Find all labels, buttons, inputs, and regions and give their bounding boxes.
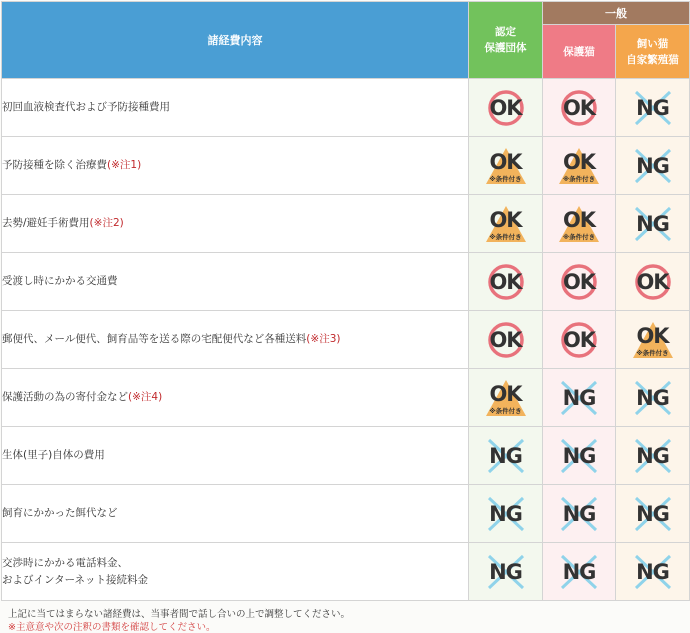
mark-label: OK: [489, 207, 522, 232]
cell-pet: [616, 485, 690, 543]
mark-label: NG: [636, 211, 669, 236]
row-label: 郵便代、メール便代、飼育品等を送る際の宅配便代など各種送料: [2, 333, 307, 345]
ng-cross-icon: [627, 434, 679, 478]
mark-label: OK: [562, 207, 596, 232]
condition-note: ※条件付き: [636, 348, 669, 357]
row-note: (※注4): [128, 391, 163, 403]
cell-certified: [469, 79, 543, 137]
header-shelter: 保護猫: [543, 25, 616, 79]
header-pet: [616, 25, 690, 79]
mark-label: NG: [489, 559, 522, 584]
mark-label: OK: [562, 95, 596, 120]
mark-label: NG: [562, 559, 596, 584]
cell-pet: [616, 195, 690, 253]
ok-circle-icon: [553, 318, 605, 362]
row-label-cell: [2, 311, 469, 369]
cell-certified: [469, 427, 543, 485]
mark-label: NG: [489, 443, 522, 468]
cell-shelter: [543, 253, 616, 311]
cell-pet: [616, 137, 690, 195]
row-label-cell: [2, 79, 469, 137]
ok-conditional-icon: [553, 144, 605, 188]
ok-conditional-icon: [553, 202, 605, 246]
mark-label: OK: [489, 269, 522, 294]
ok-conditional-icon: [627, 318, 679, 362]
table-row: [2, 253, 690, 311]
mark-label: NG: [636, 501, 669, 526]
condition-note: ※条件付き: [489, 174, 522, 183]
cell-shelter: [543, 427, 616, 485]
ng-cross-icon: [627, 86, 679, 130]
header-certified-line1: 認定: [495, 26, 516, 38]
cell-shelter: [543, 369, 616, 427]
row-label-cell: [2, 137, 469, 195]
row-label: 初回血液検査代および予防接種費用: [2, 101, 170, 113]
cell-pet: [616, 311, 690, 369]
mark-label: OK: [562, 327, 596, 352]
condition-note: ※条件付き: [489, 232, 522, 241]
table-row: [2, 311, 690, 369]
row-label-cell: [2, 485, 469, 543]
mark-label: NG: [636, 559, 669, 584]
cell-shelter: [543, 79, 616, 137]
mark-label: NG: [636, 385, 669, 410]
footer-note: 上記に当てはまらない諸経費は、当事者間で話し合いの上で調整してください。: [8, 609, 351, 620]
row-note: (※注3): [306, 333, 341, 345]
table-row: [2, 137, 690, 195]
cell-pet: [616, 79, 690, 137]
cell-shelter: [543, 543, 616, 601]
row-label-cell: [2, 195, 469, 253]
mark-label: NG: [562, 443, 596, 468]
ok-circle-icon: [480, 318, 532, 362]
cell-certified: [469, 137, 543, 195]
mark-label: NG: [562, 385, 596, 410]
header-pet-line1: 飼い猫: [636, 37, 669, 50]
mark-label: NG: [636, 95, 669, 120]
header-certified: [469, 2, 543, 79]
ok-conditional-icon: [480, 144, 532, 188]
row-label: 生体(里子)自体の費用: [2, 449, 105, 461]
cell-certified: [469, 543, 543, 601]
ok-conditional-icon: [480, 376, 532, 420]
row-label-cell: [2, 369, 469, 427]
ng-cross-icon: [553, 492, 605, 536]
ok-circle-icon: [553, 260, 605, 304]
row-label: 保護活動の為の寄付金など: [2, 391, 128, 403]
cell-pet: [616, 253, 690, 311]
ok-circle-icon: [627, 260, 679, 304]
row-label: 交渉時にかかる電話料金、: [2, 556, 128, 569]
cell-shelter: [543, 485, 616, 543]
ok-circle-icon: [553, 86, 605, 130]
mark-label: OK: [562, 269, 596, 294]
ok-conditional-icon: [480, 202, 532, 246]
ng-cross-icon: [627, 492, 679, 536]
header-certified-line2: 保護団体: [484, 42, 527, 54]
ng-cross-icon: [553, 434, 605, 478]
ok-circle-icon: [480, 260, 532, 304]
mark-label: OK: [562, 149, 596, 174]
row-label-cell: [2, 543, 469, 601]
ng-cross-icon: [553, 376, 605, 420]
row-label-line2: およびインターネット接続料金: [2, 573, 149, 586]
header-item: 諸経費内容: [2, 2, 469, 79]
ng-cross-icon: [480, 550, 532, 594]
table-row: [2, 369, 690, 427]
ok-circle-icon: [480, 86, 532, 130]
header-pet-line2: 自家繁殖猫: [626, 53, 679, 66]
cell-pet: [616, 369, 690, 427]
mark-label: OK: [489, 95, 522, 120]
mark-label: OK: [636, 269, 669, 294]
mark-label: NG: [636, 153, 669, 178]
ng-cross-icon: [627, 144, 679, 188]
table-row: [2, 195, 690, 253]
mark-label: OK: [489, 381, 522, 406]
cell-pet: [616, 427, 690, 485]
condition-note: ※条件付き: [562, 232, 596, 241]
mark-label: OK: [489, 149, 522, 174]
mark-label: NG: [636, 443, 669, 468]
ng-cross-icon: [480, 434, 532, 478]
cell-shelter: [543, 137, 616, 195]
table-row: [2, 485, 690, 543]
table-row: [2, 427, 690, 485]
cell-shelter: [543, 195, 616, 253]
condition-note: ※条件付き: [489, 406, 522, 415]
cell-certified: [469, 253, 543, 311]
cell-certified: [469, 311, 543, 369]
cell-certified: [469, 195, 543, 253]
ng-cross-icon: [627, 202, 679, 246]
row-label: 去勢/避妊手術費用: [2, 217, 90, 229]
row-label: 飼育にかかった餌代など: [2, 507, 118, 519]
ng-cross-icon: [627, 376, 679, 420]
mark-label: OK: [636, 323, 669, 348]
mark-label: OK: [489, 327, 522, 352]
ng-cross-icon: [627, 550, 679, 594]
row-note: (※注2): [89, 217, 124, 229]
row-label: 予防接種を除く治療費: [2, 159, 107, 171]
ng-cross-icon: [553, 550, 605, 594]
cell-pet: [616, 543, 690, 601]
cell-shelter: [543, 311, 616, 369]
row-label-cell: [2, 253, 469, 311]
header-general: 一般: [543, 2, 690, 25]
condition-note: ※条件付き: [562, 174, 596, 183]
cell-certified: [469, 369, 543, 427]
table-row: [2, 79, 690, 137]
ng-cross-icon: [480, 492, 532, 536]
cell-certified: [469, 485, 543, 543]
row-label-cell: [2, 427, 469, 485]
mark-label: NG: [489, 501, 522, 526]
footer-warning: ※主意意や次の注釈の書類を確認してください。: [8, 622, 216, 633]
row-label: 受渡し時にかかる交通費: [2, 275, 118, 287]
table-row: [2, 543, 690, 601]
fee-table: [1, 1, 690, 601]
mark-label: NG: [562, 501, 596, 526]
row-note: (※注1): [107, 159, 142, 171]
